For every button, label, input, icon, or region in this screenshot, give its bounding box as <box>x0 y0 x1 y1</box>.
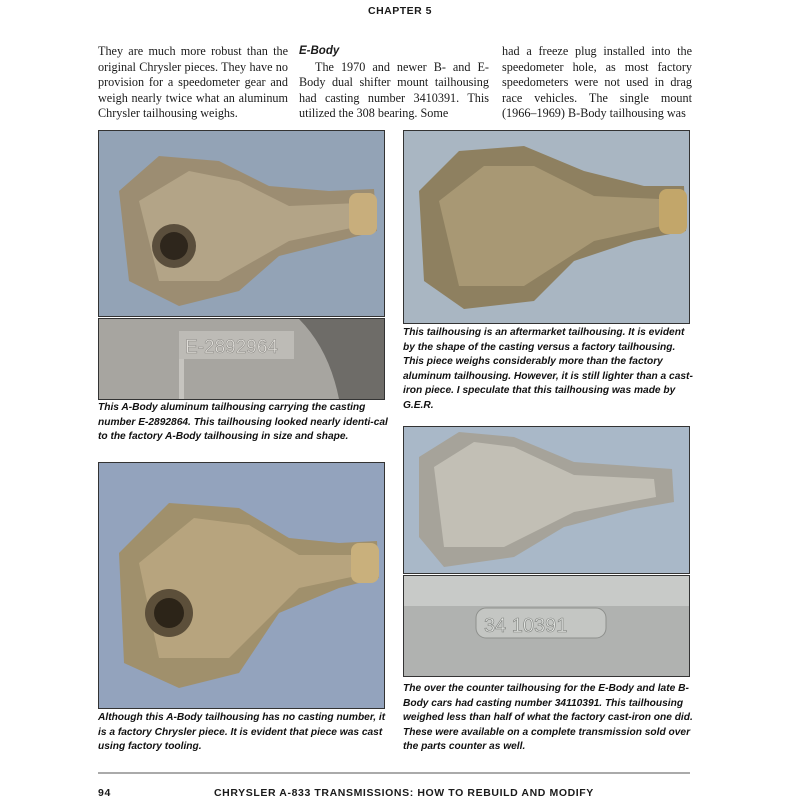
body-column-1 <box>98 44 288 122</box>
figure-caption: This A-Body aluminum tailhousing carrying the casting number E-2892864. This tailhousing looked nearly identi-cal to the factory A-Body tailhousing in size and shape. <box>98 402 388 443</box>
body-column-3 <box>502 44 692 122</box>
photo-factory-a-body-tailhousing <box>98 462 385 709</box>
footer-divider <box>98 772 690 774</box>
figure-caption: Although this A-Body tailhousing has no casting number, it is a factory Chrysler piece. It is evident that piece was cast using factory tooling. <box>98 712 386 753</box>
chapter-header: CHAPTER 5 <box>367 5 432 17</box>
section-heading: E-Body <box>299 45 340 57</box>
figure-caption: The over the counter tailhousing for the E-Body and late B-Body cars had casting number 34110391. This tailhousing weighed less than half of what the factory cast-iron one did. These were available on a complete transmission sold over the parts counter as well. <box>403 683 693 753</box>
photo-casting-number-closeup <box>98 318 385 400</box>
figure-caption: This tailhousing is an aftermarket tailhousing. It is evident by the shape of the casting versus a factory tailhousing. This piece weighs considerably more than the factory aluminum tailhousing. However, it is still lighter than a cast-iron piece. I speculate that this tailhousing was made by G.E.R. <box>403 327 693 411</box>
casting-stamp: E-2892964 <box>185 337 278 358</box>
paragraph: had a freeze plug installed into the speedometer hole, as most factory speedometers were not used in drag race vehicles. The single mount (1966–1969) B-Body tailhousing was <box>502 44 692 121</box>
paragraph: They are much more robust than the original Chrysler pieces. They have no provision for a speedometer gear and weigh nearly twice what an aluminum Chrysler tailhousing weighs. <box>98 44 288 121</box>
photo-aftermarket-tailhousing <box>403 130 690 324</box>
photo-casting-number-closeup <box>403 575 690 677</box>
casting-stamp: 34 10391 <box>484 615 568 637</box>
paragraph: The 1970 and newer B- and E-Body dual shifter mount tailhousing had casting number 3410391. This utilized the 308 bearing. Some <box>299 59 489 121</box>
page-number: 94 <box>98 787 111 799</box>
photo-a-body-tailhousing <box>98 130 385 317</box>
body-column-2 <box>299 44 489 122</box>
book-title: CHRYSLER A-833 TRANSMISSIONS: HOW TO REBUILD AND MODIFY <box>214 787 594 799</box>
photo-e-body-tailhousing <box>403 426 690 574</box>
